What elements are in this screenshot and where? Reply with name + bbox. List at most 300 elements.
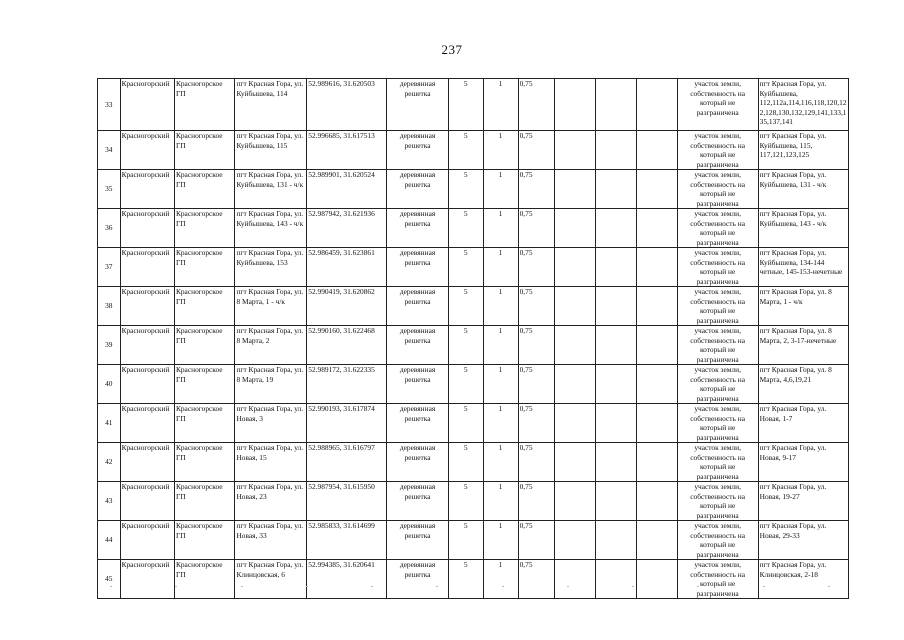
district-cell [120,209,174,248]
coordinates-cell-text: 52.994385, 31.620641 [308,560,375,569]
coordinates-cell-text: 52.989901, 31.620524 [308,170,375,179]
container-count-cell-text: 1 [498,131,503,140]
served-objects-cell-text: пгт Красная Гора, ул. Куйбышева, 131 - ч/к [759,170,827,189]
material-cell-text: деревянная решетка [399,443,436,462]
row-number [98,287,121,326]
ownership-cell-text: участок земли, собственность на который не разграничена [690,287,745,325]
coordinates-cell-text: 52.989172, 31.622335 [308,365,375,374]
district-cell-text: Красногорский [121,560,170,569]
settlement-cell [174,209,235,248]
material-cell [387,365,449,404]
volume-cell [518,404,554,443]
row-number [98,521,121,560]
material-cell-text: деревянная решетка [399,209,436,228]
container-count-cell-text: 1 [498,79,503,88]
empty-cell [636,326,677,365]
served-objects-cell-text: пгт Красная Гора, ул. Новая, 29-33 [759,521,827,540]
coordinates-cell-text: 52.986459, 31.623861 [308,248,375,257]
address-cell [235,443,307,482]
volume-cell-text: 0,75 [519,521,533,530]
container-count-cell-text: 1 [498,170,503,179]
material-cell-text: деревянная решетка [399,521,436,540]
coordinates-cell [307,287,387,326]
ownership-cell [677,131,758,170]
table-row [98,248,849,287]
served-objects-cell [758,404,848,443]
served-objects-cell [758,482,848,521]
empty-cell [595,131,636,170]
volume-cell-text: 0,75 [519,287,533,296]
volume-cell [518,365,554,404]
row-number [98,131,121,170]
table-row [98,131,849,170]
address-cell-text: пгт Красная Гора, ул. Куйбышева, 114 [236,79,304,98]
ownership-cell-text: участок земли, собственность на который не разграничена [690,521,745,559]
ownership-cell [677,326,758,365]
district-cell [120,560,174,599]
material-cell [387,443,449,482]
table-row [98,443,849,482]
container-count-cell-text: 1 [498,287,503,296]
address-cell [235,482,307,521]
district-cell [120,443,174,482]
empty-cell [554,326,595,365]
row-number-text: 43 [105,496,113,506]
material-cell [387,248,449,287]
empty-cell [554,365,595,404]
container-count-cell [483,482,518,521]
empty-cell [595,482,636,521]
district-cell-text: Красногорский [121,521,170,530]
table-row [98,365,849,404]
count-cell [448,170,483,209]
empty-cell [595,209,636,248]
coordinates-cell-text: 52.988965, 31.616797 [308,443,375,452]
scan-artifacts [110,586,830,590]
empty-cell [595,521,636,560]
empty-cell [595,170,636,209]
served-objects-cell-text: пгт Красная Гора, ул. 8 Марта, 2, 3-17-нечетные [759,326,837,345]
volume-cell [518,482,554,521]
row-number [98,560,121,599]
container-count-cell-text: 1 [498,560,503,569]
volume-cell [518,326,554,365]
count-cell-text: 5 [463,79,468,88]
empty-cell [636,248,677,287]
material-cell [387,521,449,560]
row-number-text: 44 [105,535,113,545]
address-cell-text: пгт Красная Гора, ул. Новая, 15 [236,443,304,462]
material-cell [387,170,449,209]
coordinates-cell [307,326,387,365]
served-objects-cell [758,521,848,560]
row-number-text: 42 [105,457,113,467]
empty-cell [554,404,595,443]
served-objects-cell [758,131,848,170]
empty-cell [595,326,636,365]
material-cell [387,131,449,170]
material-cell-text: деревянная решетка [399,326,436,345]
ownership-cell [677,443,758,482]
empty-cell [554,443,595,482]
row-number-text: 39 [105,340,113,350]
settlement-cell [174,170,235,209]
count-cell [448,209,483,248]
ownership-cell [677,287,758,326]
settlement-cell [174,404,235,443]
settlement-cell-text: Красногорское ГП [175,170,223,189]
count-cell [448,560,483,599]
coordinates-cell [307,131,387,170]
address-cell-text: пгт Красная Гора, ул. Клинцовская, 6 [236,560,304,579]
settlement-cell [174,326,235,365]
district-cell-text: Красногорский [121,131,170,140]
address-cell [235,131,307,170]
coordinates-cell-text: 52.990419, 31.620862 [308,287,375,296]
volume-cell [518,560,554,599]
coordinates-cell [307,482,387,521]
count-cell-text: 5 [463,209,468,218]
address-cell [235,404,307,443]
coordinates-cell [307,443,387,482]
empty-cell [636,365,677,404]
district-cell-text: Красногорский [121,443,170,452]
district-cell-text: Красногорский [121,287,170,296]
settlement-cell-text: Красногорское ГП [175,287,223,306]
district-cell-text: Красногорский [121,404,170,413]
coordinates-cell-text: 52.990193, 31.617874 [308,404,375,413]
container-count-cell-text: 1 [498,521,503,530]
ownership-cell-text: участок земли, собственность на который не разграничена [690,209,745,247]
district-cell [120,482,174,521]
settlement-cell-text: Красногорское ГП [175,365,223,384]
address-cell-text: пгт Красная Гора, ул. Куйбышева, 131 - ч/к [236,170,304,189]
address-cell-text: пгт Красная Гора, ул. 8 Марта, 1 - ч/к [236,287,304,306]
page-number: 237 [441,42,463,57]
container-count-cell-text: 1 [498,443,503,452]
address-cell-text: пгт Красная Гора, ул. Куйбышева, 153 [236,248,304,267]
district-cell [120,521,174,560]
row-number [98,365,121,404]
material-cell-text: деревянная решетка [399,365,436,384]
material-cell-text: деревянная решетка [399,170,436,189]
volume-cell [518,170,554,209]
material-cell-text: деревянная решетка [399,79,436,98]
settlement-cell [174,365,235,404]
volume-cell-text: 0,75 [519,209,533,218]
address-cell [235,521,307,560]
address-cell [235,209,307,248]
served-objects-cell-text: пгт Красная Гора, ул. Куйбышева, 112,112а,114,116,118,120,122,128,130,132,129,141,133,135,137,141 [759,79,847,126]
row-number [98,209,121,248]
container-count-cell-text: 1 [498,209,503,218]
settlement-cell-text: Красногорское ГП [175,521,223,540]
empty-cell [554,287,595,326]
volume-cell-text: 0,75 [519,365,533,374]
empty-cell [636,79,677,131]
ownership-cell-text: участок земли, собственность на который не разграничена [690,482,745,520]
count-cell [448,248,483,287]
count-cell-text: 5 [463,131,468,140]
settlement-cell-text: Красногорское ГП [175,248,223,267]
volume-cell [518,521,554,560]
served-objects-cell [758,209,848,248]
volume-cell-text: 0,75 [519,482,533,491]
count-cell [448,131,483,170]
address-cell [235,365,307,404]
empty-cell [636,482,677,521]
settlement-cell-text: Красногорское ГП [175,560,223,579]
served-objects-cell-text: пгт Красная Гора, ул. 8 Марта, 1 - ч/к [759,287,832,306]
volume-cell-text: 0,75 [519,560,533,569]
served-objects-cell [758,443,848,482]
material-cell-text: деревянная решетка [399,404,436,423]
empty-cell [636,131,677,170]
table-row [98,404,849,443]
row-number [98,404,121,443]
coordinates-cell [307,560,387,599]
container-count-cell [483,79,518,131]
empty-cell [595,79,636,131]
served-objects-cell-text: пгт Красная Гора, ул. Куйбышева, 134-144 четные, 145-153-нечетные [759,248,843,276]
row-number-text: 33 [105,99,113,109]
count-cell [448,365,483,404]
district-cell [120,404,174,443]
district-cell [120,287,174,326]
district-cell [120,79,174,131]
material-cell-text: деревянная решетка [399,248,436,267]
settlement-cell [174,79,235,131]
served-objects-cell-text: пгт Красная Гора, ул. 8 Марта, 4,6,19,21 [759,365,832,384]
material-cell [387,404,449,443]
ownership-cell-text: участок земли, собственность на который не разграничена [690,326,745,364]
table-row [98,79,849,131]
count-cell-text: 5 [463,404,468,413]
material-cell [387,326,449,365]
container-count-cell [483,365,518,404]
district-cell-text: Красногорский [121,209,170,218]
empty-cell [595,443,636,482]
settlement-cell-text: Красногорское ГП [175,482,223,501]
ownership-cell-text: участок земли, собственность на который не разграничена [690,560,745,598]
volume-cell-text: 0,75 [519,79,533,88]
row-number-text: 35 [105,184,113,194]
served-objects-cell [758,79,848,131]
coordinates-cell-text: 52.990160, 31.622468 [308,326,375,335]
ownership-cell-text: участок земли, собственность на который не разграничена [690,365,745,403]
count-cell-text: 5 [463,521,468,530]
volume-cell-text: 0,75 [519,131,533,140]
address-cell-text: пгт Красная Гора, ул. 8 Марта, 2 [236,326,304,345]
container-count-cell-text: 1 [498,365,503,374]
address-cell-text: пгт Красная Гора, ул. Новая, 23 [236,482,304,501]
served-objects-cell-text: пгт Красная Гора, ул. Новая, 1-7 [759,404,827,423]
address-cell-text: пгт Красная Гора, ул. 8 Марта, 19 [236,365,304,384]
count-cell [448,404,483,443]
container-count-cell [483,326,518,365]
count-cell [448,287,483,326]
row-number-text: 36 [105,223,113,233]
address-cell [235,248,307,287]
count-cell-text: 5 [463,287,468,296]
address-cell [235,326,307,365]
served-objects-cell [758,248,848,287]
count-cell-text: 5 [463,170,468,179]
district-cell-text: Красногорский [121,365,170,374]
empty-cell [554,521,595,560]
settlement-cell [174,443,235,482]
row-number [98,248,121,287]
settlement-cell [174,482,235,521]
volume-cell [518,209,554,248]
container-count-cell-text: 1 [498,248,503,257]
table-row [98,326,849,365]
volume-cell [518,131,554,170]
ownership-cell [677,170,758,209]
row-number [98,170,121,209]
district-cell [120,170,174,209]
district-cell [120,248,174,287]
coordinates-cell [307,209,387,248]
district-cell [120,365,174,404]
container-count-cell [483,170,518,209]
volume-cell [518,79,554,131]
table-row [98,170,849,209]
ownership-cell-text: участок земли, собственность на который не разграничена [690,404,745,442]
table-row [98,521,849,560]
count-cell-text: 5 [463,248,468,257]
empty-cell [554,79,595,131]
address-cell-text: пгт Красная Гора, ул. Куйбышева, 143 - ч/к [236,209,304,228]
served-objects-cell-text: пгт Красная Гора, ул. Куйбышева, 143 - ч/к [759,209,827,228]
container-count-cell [483,443,518,482]
settlement-cell-text: Красногорское ГП [175,443,223,462]
address-cell [235,560,307,599]
ownership-cell-text: участок земли, собственность на который не разграничена [690,131,745,169]
served-objects-cell [758,560,848,599]
district-cell-text: Красногорский [121,248,170,257]
container-count-cell [483,521,518,560]
count-cell-text: 5 [463,443,468,452]
district-cell-text: Красногорский [121,170,170,179]
container-count-cell-text: 1 [498,482,503,491]
registry-body [98,79,849,599]
district-cell-text: Красногорский [121,79,170,88]
empty-cell [554,482,595,521]
container-count-cell [483,560,518,599]
district-cell-text: Красногорский [121,482,170,491]
served-objects-cell-text: пгт Красная Гора, ул. Новая, 9-17 [759,443,827,462]
empty-cell [595,248,636,287]
material-cell-text: деревянная решетка [399,287,436,306]
address-cell [235,79,307,131]
address-cell [235,170,307,209]
ownership-cell [677,248,758,287]
empty-cell [554,170,595,209]
material-cell [387,287,449,326]
count-cell [448,443,483,482]
empty-cell [554,560,595,599]
table-row [98,287,849,326]
row-number-text: 38 [105,301,113,311]
empty-cell [636,560,677,599]
row-number [98,326,121,365]
settlement-cell [174,287,235,326]
registry-table [97,78,849,599]
material-cell [387,482,449,521]
container-count-cell [483,209,518,248]
coordinates-cell-text: 52.996685, 31.617513 [308,131,375,140]
empty-cell [595,287,636,326]
settlement-cell [174,521,235,560]
ownership-cell [677,365,758,404]
volume-cell-text: 0,75 [519,404,533,413]
volume-cell-text: 0,75 [519,326,533,335]
ownership-cell [677,404,758,443]
volume-cell [518,443,554,482]
row-number-text: 45 [105,574,113,584]
count-cell [448,79,483,131]
row-number-text: 34 [105,145,113,155]
served-objects-cell-text: пгт Красная Гора, ул. Новая, 19-27 [759,482,827,501]
empty-cell [554,131,595,170]
ownership-cell [677,560,758,599]
table-row [98,482,849,521]
coordinates-cell [307,170,387,209]
empty-cell [636,443,677,482]
coordinates-cell [307,521,387,560]
ownership-cell [677,482,758,521]
material-cell [387,209,449,248]
coordinates-cell-text: 52.985833, 31.614699 [308,521,375,530]
empty-cell [554,209,595,248]
served-objects-cell [758,287,848,326]
count-cell-text: 5 [463,482,468,491]
count-cell-text: 5 [463,560,468,569]
ownership-cell [677,79,758,131]
served-objects-cell [758,365,848,404]
volume-cell-text: 0,75 [519,443,533,452]
row-number [98,443,121,482]
container-count-cell [483,131,518,170]
material-cell [387,79,449,131]
settlement-cell-text: Красногорское ГП [175,209,223,228]
settlement-cell [174,560,235,599]
settlement-cell-text: Красногорское ГП [175,404,223,423]
ownership-cell [677,521,758,560]
container-count-cell [483,404,518,443]
coordinates-cell [307,404,387,443]
ownership-cell-text: участок земли, собственность на который не разграничена [690,170,745,208]
empty-cell [595,365,636,404]
coordinates-cell-text: 52.987954, 31.615950 [308,482,375,491]
count-cell [448,521,483,560]
container-count-cell-text: 1 [498,326,503,335]
empty-cell [636,521,677,560]
ownership-cell-text: участок земли, собственность на который не разграничена [690,443,745,481]
settlement-cell [174,248,235,287]
district-cell-text: Красногорский [121,326,170,335]
ownership-cell-text: участок земли, собственность на который не разграничена [690,248,745,286]
count-cell [448,482,483,521]
row-number-text: 40 [105,379,113,389]
row-number-text: 41 [105,418,113,428]
coordinates-cell-text: 52.989616, 31.620503 [308,79,375,88]
material-cell-text: деревянная решетка [399,131,436,150]
address-cell [235,287,307,326]
empty-cell [636,287,677,326]
settlement-cell-text: Красногорское ГП [175,131,223,150]
